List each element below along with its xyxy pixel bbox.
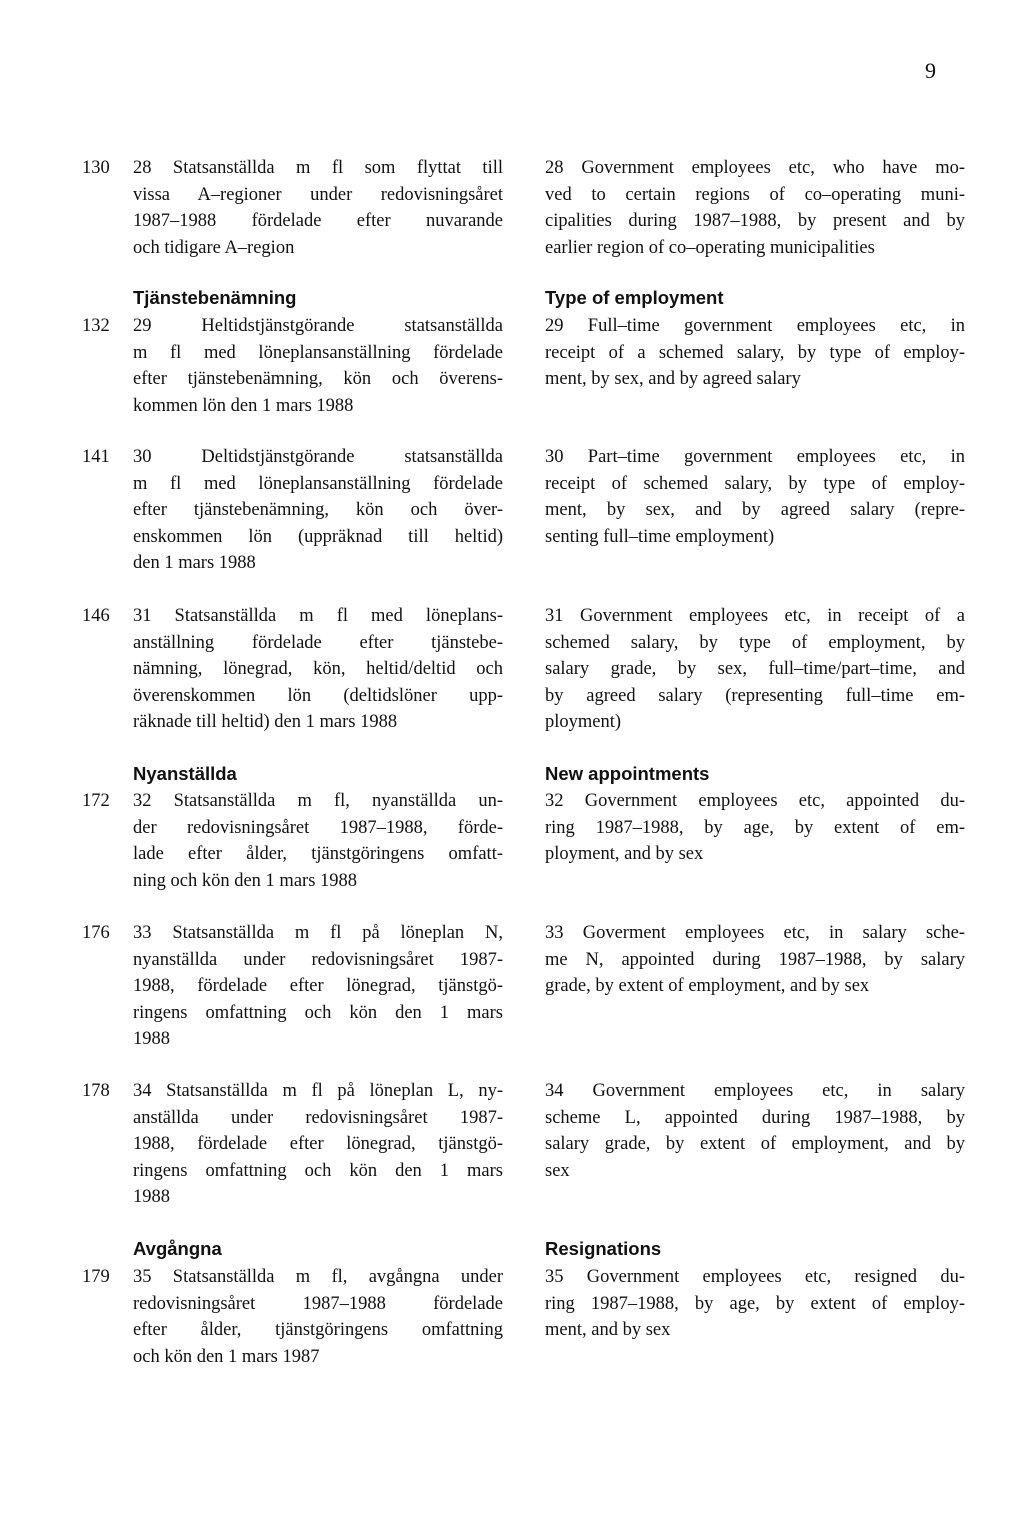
text-line: 31 Government employees etc, in receipt of a (545, 606, 965, 626)
text-line: anställning fördelade efter tjänstebe- (133, 632, 503, 653)
text-line: ployment, and by sex (545, 844, 704, 864)
text-line: anställda under redovisningsåret 1987- (133, 1107, 503, 1128)
text-line: 32 Statsanställda m fl, nyanställda un- (133, 791, 503, 811)
entry-title-sv (133, 920, 503, 1053)
entry-title-en (545, 444, 965, 550)
entry-page-ref: 179 (82, 1267, 110, 1287)
entry-title-sv (133, 155, 503, 261)
entry-page-ref: 178 (82, 1081, 110, 1101)
text-line: m fl med löneplansanställning fördelade (133, 473, 503, 494)
entry-title-en (545, 788, 965, 868)
text-line: överenskommen lön (deltidslöner upp- (133, 685, 503, 706)
text-line: salary grade, by sex, full–time/part–time, and (545, 659, 965, 679)
entry-title-en (545, 313, 965, 393)
text-line: 34 Government employees etc, in salary (545, 1081, 965, 1101)
entry-title-sv (133, 444, 503, 577)
text-line: 1988 (133, 1187, 170, 1207)
text-line: efter ålder, tjänstgöringens omfattning (133, 1320, 503, 1340)
text-line: grade, by extent of employment, and by sex (545, 976, 870, 996)
text-line: 28 Statsanställda m fl som flyttat till (133, 158, 503, 178)
text-line: ring 1987–1988, by age, by extent of employ- (545, 1293, 965, 1314)
text-line: receipt of a schemed salary, by type of employ- (545, 342, 965, 363)
entry-title-sv (133, 788, 503, 894)
text-line: 1988, fördelade efter lönegrad, tjänstgö- (133, 976, 503, 996)
text-line: nyanställda under redovisningsåret 1987- (133, 949, 503, 970)
text-line: ved to certain regions of co–operating muni- (545, 184, 965, 205)
text-line: ment, and by sex (545, 1320, 671, 1340)
entry-title-sv (133, 1078, 503, 1211)
text-line: m fl med löneplansanställning fördelade (133, 342, 503, 363)
text-line: by agreed salary (representing full–time em- (545, 685, 965, 706)
text-line: 33 Goverment employees etc, in salary sche- (545, 923, 965, 943)
page-number: 9 (925, 58, 936, 83)
text-line: enskommen lön (uppräknad till heltid) (133, 526, 503, 547)
text-line: 35 Statsanställda m fl, avgångna under (133, 1267, 503, 1287)
text-line: 28 Government employees etc, who have mo- (545, 158, 965, 178)
text-line: earlier region of co–operating municipalities (545, 237, 875, 258)
text-line: ployment) (545, 712, 622, 732)
text-line: nämning, lönegrad, kön, heltid/deltid och (133, 659, 503, 679)
text-line: ring 1987–1988, by age, by extent of em- (545, 817, 965, 838)
section-heading-en: New appointments (545, 763, 710, 784)
entry-title-en (545, 155, 965, 261)
text-line: efter tjänstebenämning, kön och överens- (133, 369, 503, 389)
entry-title-en (545, 1264, 965, 1344)
entry-title-sv (133, 603, 503, 736)
entry-title-en (545, 1078, 965, 1184)
text-line: 34 Statsanställda m fl på löneplan L, ny- (133, 1081, 503, 1101)
text-line: me N, appointed during 1987–1988, by salary (545, 949, 965, 970)
text-line: der redovisningsåret 1987–1988, förde- (133, 817, 503, 838)
text-line: 33 Statsanställda m fl på löneplan N, (133, 923, 503, 943)
text-line: 30 Deltidstjänstgörande statsanställda (133, 447, 503, 467)
entry-page-ref: 176 (82, 923, 110, 943)
text-line: 29 Full–time government employees etc, in (545, 316, 965, 336)
text-line: och tidigare A–region (133, 237, 295, 258)
entry-title-sv (133, 1264, 503, 1370)
entry-page-ref: 132 (82, 316, 110, 336)
text-line: salary grade, by extent of employment, and by (545, 1134, 965, 1154)
text-line: ringens omfattning och kön den 1 mars (133, 1160, 503, 1181)
section-heading-en: Type of employment (545, 287, 724, 308)
section-heading-sv: Tjänstebenämning (133, 287, 297, 308)
text-line: och kön den 1 mars 1987 (133, 1346, 320, 1367)
text-line: 32 Government employees etc, appointed du- (545, 791, 965, 811)
text-line: 29 Heltidstjänstgörande statsanställda (133, 316, 503, 336)
text-line: 31 Statsanställda m fl med löneplans- (133, 606, 503, 626)
text-line: ning och kön den 1 mars 1988 (133, 870, 358, 891)
text-line: ment, by sex, and by agreed salary (repre- (545, 500, 965, 520)
section-heading-en: Resignations (545, 1238, 662, 1259)
text-line: räknade till heltid) den 1 mars 1988 (133, 712, 398, 732)
text-line: 1988, fördelade efter lönegrad, tjänstgö- (133, 1134, 503, 1154)
text-line: lade efter ålder, tjänstgöringens omfatt- (133, 844, 503, 864)
text-line: 30 Part–time government employees etc, in (545, 447, 965, 467)
text-line: redovisningsåret 1987–1988 fördelade (133, 1293, 503, 1314)
section-heading-sv: Nyanställda (133, 763, 237, 784)
text-line: kommen lön den 1 mars 1988 (133, 395, 354, 416)
entry-title-en (545, 920, 965, 1000)
entry-page-ref: 146 (82, 606, 110, 626)
entry-page-ref: 141 (82, 447, 110, 467)
text-line: senting full–time employment) (545, 526, 775, 547)
text-line: scheme L, appointed during 1987–1988, by (545, 1107, 965, 1128)
text-line: ringens omfattning och kön den 1 mars (133, 1002, 503, 1023)
entry-page-ref: 130 (82, 158, 110, 178)
text-line: 1987–1988 fördelade efter nuvarande (133, 211, 503, 231)
entry-title-sv (133, 313, 503, 419)
text-line: 35 Government employees etc, resigned du- (545, 1267, 965, 1287)
text-line: efter tjänstebenämning, kön och över- (133, 500, 503, 520)
text-line: ment, by sex, and by agreed salary (545, 369, 801, 389)
entry-page-ref: 172 (82, 791, 110, 811)
text-line: schemed salary, by type of employment, by (545, 632, 965, 653)
text-line: vissa A–regioner under redovisningsåret (133, 184, 503, 205)
entry-title-en (545, 603, 965, 736)
text-line: receipt of schemed salary, by type of employ- (545, 473, 965, 494)
text-line: 1988 (133, 1029, 170, 1049)
section-heading-sv: Avgångna (133, 1238, 222, 1259)
text-line: sex (545, 1160, 570, 1181)
text-line: cipalities during 1987–1988, by present and by (545, 211, 965, 231)
text-line: den 1 mars 1988 (133, 553, 256, 573)
